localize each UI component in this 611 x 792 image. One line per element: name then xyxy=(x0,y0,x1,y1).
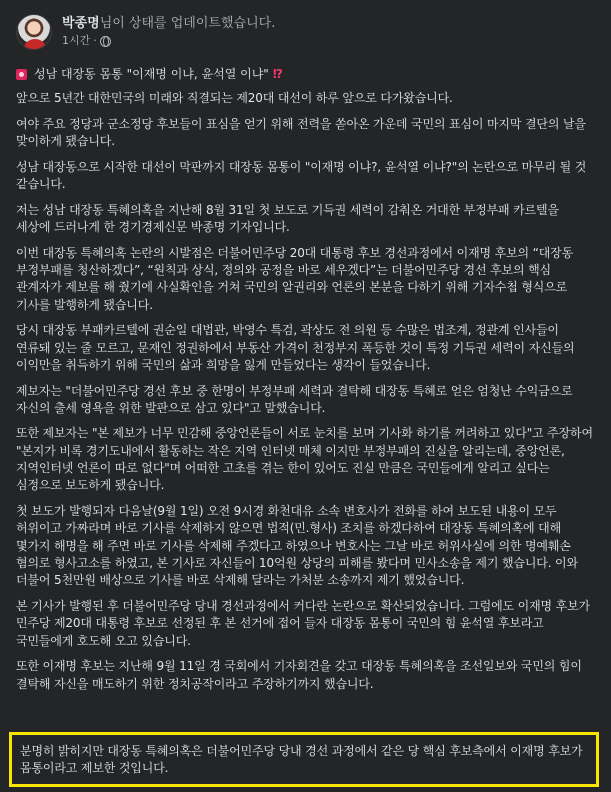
post-time-line xyxy=(62,33,275,49)
avatar[interactable] xyxy=(16,14,52,50)
highlighted-paragraph-box xyxy=(9,732,599,787)
globe-icon[interactable] xyxy=(100,36,111,47)
post-title-line xyxy=(16,65,595,83)
post-header xyxy=(16,12,595,52)
paragraph: 앞으로 5년간 대한민국의 미래와 직결되는 제20대 대선이 하루 앞으로 다가왔습니다. xyxy=(16,91,453,105)
paragraph: 이번 대장동 특혜의혹 논란의 시발점은 더불어민주당 20대 대통령 후보 경선과정에서 이재명 후보의 “대장동 부정부패를 청산하겠다”, “원칙과 상식, 정의와 공정을 바로 세우겠다”는 더불어민주당 경선 후보의 핵심 관계자가 제보를 해 줬기에 사실확인을 거쳐 국민의 알권리와 언론의 본분을 다하기 위해 기자수첩 형식으로 기사를 발행하게 됐습니다. xyxy=(16,245,574,312)
status-line xyxy=(62,15,275,33)
post-meta xyxy=(62,15,275,49)
post-body xyxy=(16,65,595,693)
paragraph: 본 기사가 발행된 후 더불어민주당 당내 경선과정에서 커다란 논란으로 확산되었습니다. 그럼에도 이재명 후보가 민주당 제20대 대통령 후보로 선정된 후 본 선거에 접어 들자 대장동 몸통이 국민의 힘 윤석열 후보라고 국민들에게 호도해 오고 있습니다. xyxy=(16,598,590,648)
author-name[interactable]: 박종명 xyxy=(62,16,100,31)
paragraph: 당시 대장동 부패카르텔에 권순일 대법관, 박영수 특검, 곽상도 전 의원 등 수많은 법조계, 정관계 인사들이 연류돼 있는 줄 모르고, 문재인 정권하에서 부동산 가격이 천정부지 폭등한 것이 특정 기득권 세력이 자신들의 이익만을 취득하기 위해 국민의 삶과 희망을 잃게 만들었다는 생각이 들었습니다. xyxy=(16,323,575,372)
post-timestamp[interactable]: 1시간 xyxy=(62,34,91,47)
post-title: 성남 대장동 몸통 "이재명 이냐, 윤석열 이냐" xyxy=(34,67,269,81)
paragraph: 여야 주요 정당과 군소정당 후보들이 표심을 얻기 위해 전력을 쏟아온 가운데 국민의 표심이 마지막 결단의 날을 맞이하게 됐습니다. xyxy=(16,116,586,148)
interrobang-icon: ⁉ xyxy=(272,67,283,81)
meta-separator: · xyxy=(93,34,97,47)
paragraph: 또한 이재명 후보는 지난해 9월 11일 경 국회에서 기자회견을 갖고 대장동 특혜의혹을 조선일보와 국민의 힘이 결탁해 자신을 매도하기 위한 정치공작이라고 주장하기까지 했습니다. xyxy=(16,659,582,691)
status-action: 님이 상태를 업데이트했습니다. xyxy=(99,16,276,31)
highlighted-paragraph: 분명히 밝히지만 대장동 특혜의혹은 더불어민주당 당내 경선 과정에서 같은 당 핵심 후보측에서 이재명 후보가 몸통이라고 제보한 것입니다. xyxy=(20,744,583,776)
paragraph: 성남 대장동으로 시작한 대선이 막판까지 대장동 몸통이 "이재명 이냐?, 윤석열 이냐?"의 논란으로 마무리 될 것 같습니다. xyxy=(16,159,587,191)
paragraph: 제보자는 "더불어민주당 경선 후보 중 한명이 부정부패 세력과 결탁해 대장동 특혜로 얻은 엄청난 수익금으로 자신의 출세 영욕을 위한 발판으로 삼고 있다"고 말했습니다. xyxy=(16,383,573,415)
paragraph: 첫 보도가 발행되자 다음날(9월 1일) 오전 9시경 화천대유 소속 변호사가 전화를 하여 보도된 내용이 모두 허위이고 가짜라며 바로 기사를 삭제하지 않으면 법적(민.형사) 조치를 하겠다하여 대장동 특혜의혹에 대해 몇가지 해명을 해 주면 바로 기사를 삭제해 주겠다고 하였으나 변호사는 그날 바로 허위사실에 의한 명예훼손 혐의로 형사고소를 하였고, 본 기사로 자신들이 10억원 상당의 피해를 봤다며 민사소송을 제기 했습니다. 이와 더불어 5천만원 배상으로 기사를 바로 삭제해 달라는 가처분 소송까지 제기 했었습니다. xyxy=(16,504,578,588)
paragraph: 또한 제보자는 "본 제보가 너무 민감해 중앙언론들이 서로 눈치를 보며 기사화 하기를 꺼려하고 있다"고 주장하여 "본지가 비록 경기도내에서 활동하는 작은 지역 인터넷 매체 이지만 부정부패의 진실을 알리는데, 중앙언론, 지역인터넷 언론이 따로 없다"며 어떠한 고초를 겪는 한이 있어도 진실 만큼은 국민들에게 알리고 싶다는 심정으로 보도하게 됐습니다. xyxy=(16,426,593,493)
siren-icon xyxy=(16,69,27,80)
paragraph: 저는 성남 대장동 특혜의혹을 지난해 8월 31일 첫 보도로 기득권 세력이 감춰온 거대한 부정부패 카르텔을 세상에 드러나게 한 경기경제신문 박종명 기자입니다. xyxy=(16,202,559,234)
